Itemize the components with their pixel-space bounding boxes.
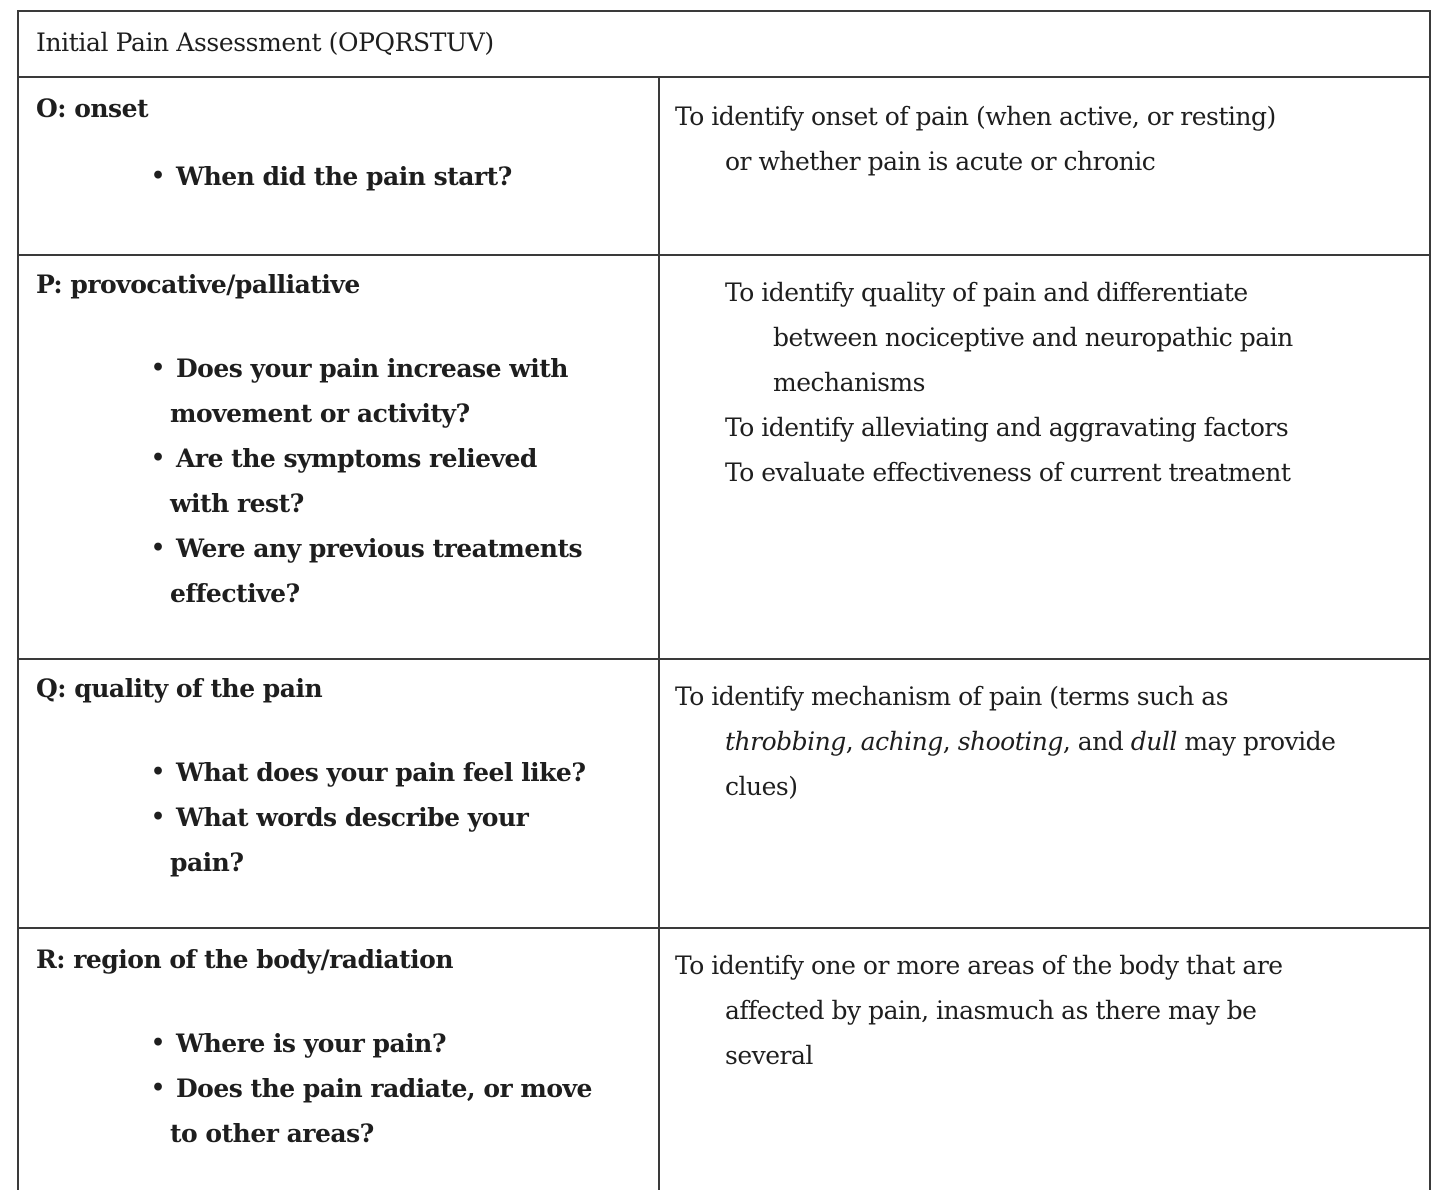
- question-item: • Where is your pain?: [151, 1021, 641, 1066]
- question-list-quality: [151, 750, 641, 885]
- question-item: • Were any previous treatments effective?: [151, 526, 641, 616]
- table-row-provocative: [19, 256, 1429, 660]
- question-item: • Does your pain increase with movement or activity?: [151, 346, 641, 436]
- purpose-item: To identify alleviating and aggravating factors: [725, 413, 1289, 442]
- purpose-item: To identify quality of pain and differentiate between nociceptive and neuropathic pain mechanisms: [725, 278, 1293, 397]
- table-row-quality: [19, 660, 1429, 929]
- purpose-onset: To identify onset of pain (when active, or resting) or whether pain is acute or chronic: [675, 102, 1276, 176]
- row-heading-quality: Q: quality of the pain: [36, 674, 323, 703]
- table-title-row: [19, 12, 1429, 78]
- question-list-provocative: [151, 346, 641, 616]
- question-item: • What words describe your pain?: [151, 795, 641, 885]
- bullet-icon: •: [151, 535, 165, 561]
- question-item: • Does the pain radiate, or move to other areas?: [151, 1066, 641, 1156]
- question-item: • Are the symptoms relieved with rest?: [151, 436, 641, 526]
- row-heading-region: R: region of the body/radiation: [36, 945, 454, 974]
- bullet-icon: •: [151, 804, 165, 830]
- purpose-list-provocative: [725, 270, 1293, 495]
- table-row-region: [19, 929, 1429, 1192]
- bullet-icon: •: [151, 1075, 165, 1101]
- question-list-onset: [151, 154, 641, 199]
- purpose-item: To evaluate effectiveness of current treatment: [725, 458, 1291, 487]
- bullet-icon: •: [151, 355, 165, 381]
- table-row-onset: [19, 78, 1429, 256]
- row-heading-provocative: P: provocative/palliative: [36, 270, 360, 299]
- bullet-icon: •: [151, 1030, 165, 1056]
- table-title: Initial Pain Assessment (OPQRSTUV): [36, 28, 494, 57]
- question-list-region: [151, 1021, 641, 1156]
- bullet-icon: •: [151, 163, 165, 189]
- purpose-region: To identify one or more areas of the body that are affected by pain, inasmuch as there may be several: [675, 951, 1283, 1070]
- question-item: • When did the pain start?: [151, 154, 641, 199]
- bullet-icon: •: [151, 445, 165, 471]
- assessment-table: [17, 10, 1431, 1190]
- row-heading-onset: O: onset: [36, 94, 149, 123]
- purpose-quality: To identify mechanism of pain (terms such as throbbing, aching, shooting, and dull may provide clues): [675, 682, 1336, 801]
- question-item: • What does your pain feel like?: [151, 750, 641, 795]
- bullet-icon: •: [151, 759, 165, 785]
